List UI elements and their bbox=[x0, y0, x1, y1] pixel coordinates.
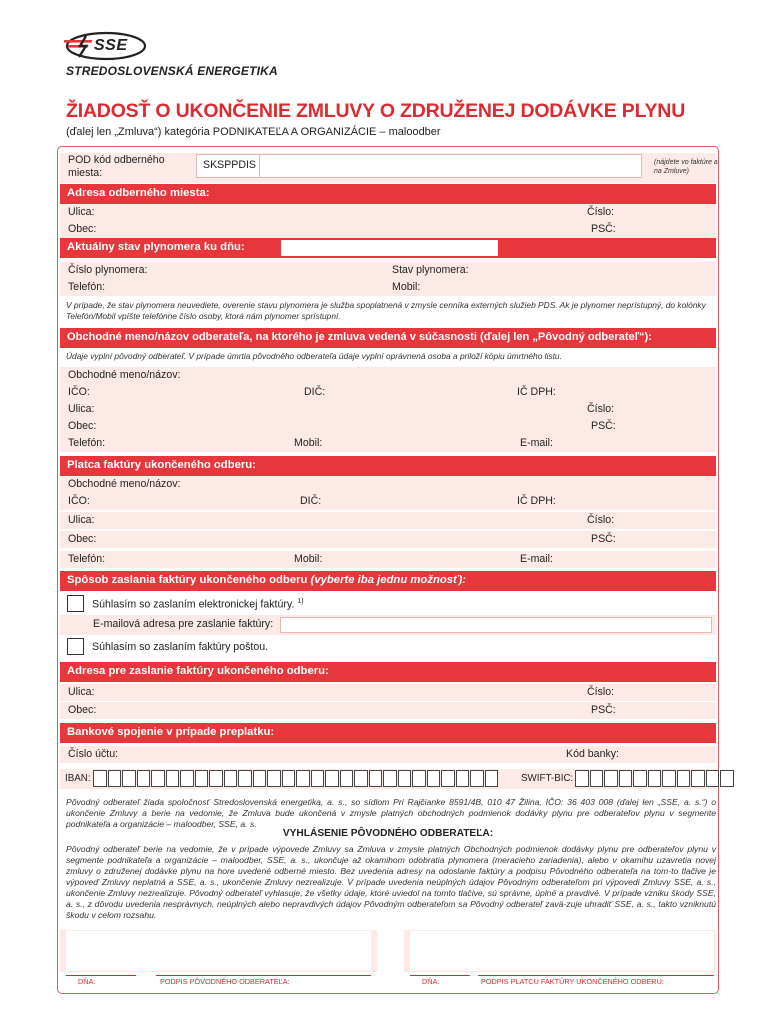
payer-mobile-label: Mobil: bbox=[294, 553, 323, 565]
bank-code-label: Kód banky: bbox=[566, 748, 620, 760]
pod-input[interactable] bbox=[196, 154, 642, 178]
legal-intro: Pôvodný odberateľ žiada spoločnosť Stredoslovenská energetika, a. s., so sídlom Pri Rajčianke 8591/4B, 010 47 Žilina, IČO: 36 403 008 (ďalej len „SSE, a. s.“) o ukončenie Zmluvy a berie na vedomie, že Zmluva bude ukončená v zmysle platných obchodných podmienok dodávky plynu pre odberateľov plynu v segmente podnikateľa a organizácie – maloodber, SSE, a. s. bbox=[66, 797, 716, 829]
payer-obec-label: Obec: bbox=[68, 533, 97, 545]
invoice-ulica-row[interactable] bbox=[60, 684, 716, 701]
declaration-title: VYHLÁSENIE PÔVODNÉHO ODBERATEĽA: bbox=[282, 828, 494, 839]
original-ico-row[interactable] bbox=[60, 384, 716, 401]
original-obec-label: Obec: bbox=[68, 420, 97, 432]
address-obec-row[interactable] bbox=[60, 221, 716, 238]
delivery-title: Spôsob zaslania faktúry ukončeného odberu bbox=[67, 574, 308, 586]
pod-divider bbox=[259, 154, 260, 178]
section-address-header: Adresa odberného miesta: bbox=[60, 184, 716, 204]
original-email-label: E-mail: bbox=[520, 437, 553, 449]
meter-mobile-label: Mobil: bbox=[392, 281, 421, 293]
pod-prefix: SKSPPDIS bbox=[203, 159, 256, 171]
sign-line-2 bbox=[478, 975, 714, 976]
payer-dic-label: DIČ: bbox=[300, 495, 322, 507]
email-address-input[interactable] bbox=[280, 617, 712, 633]
payer-icdph-label: IČ DPH: bbox=[517, 495, 556, 507]
date-line-2 bbox=[410, 975, 470, 976]
invoice-cislo-label: Číslo: bbox=[587, 686, 615, 698]
section-delivery-header bbox=[60, 571, 716, 591]
sse-logo bbox=[64, 30, 148, 62]
email-invoice-footnote: 1) bbox=[297, 598, 304, 605]
sign-label-payer: PODPIS PLATCU FAKTÚRY UKONČENÉHO ODBERU: bbox=[481, 977, 664, 986]
invoice-obec-label: Obec: bbox=[68, 704, 97, 716]
pod-note: (nájdete vo faktúre a na Zmluve) bbox=[654, 159, 718, 175]
post-invoice-label: Súhlasím so zaslaním faktúry poštou. bbox=[92, 641, 269, 653]
original-note: Údaje vyplní pôvodný odberateľ. V prípade úmrtia pôvodného odberateľa údaje vyplní oprávnená osoba a priloží kópiu úmrtného listu. bbox=[66, 351, 562, 361]
sign-label-original: PODPIS PÔVODNÉHO ODBERATEĽA: bbox=[160, 977, 290, 986]
address-cislo-label: Číslo: bbox=[587, 206, 615, 218]
invoice-psc-label: PSČ: bbox=[591, 704, 616, 716]
payer-obec-row[interactable] bbox=[60, 531, 716, 548]
payer-ico-row[interactable] bbox=[60, 493, 716, 510]
email-invoice-checkbox[interactable] bbox=[67, 595, 84, 612]
declaration-text: Pôvodný odberateľ berie na vedomie, že v prípade výpovede Zmluvy sa Zmluva v zmysle platných Obchodných podmienok dodávky plynu pre odberateľov plynu v segmente podnikateľa a organizácie – maloodber, SSE, a. s., ukončuje až okamihom odobratia plynomera (meracieho zariadenia), alebo v okamihu uzavretia novej zmluvy o združenej dodávke plynu na hore uvedené odberné miesto. Bez uvedenia adresy na odoslanie faktúry a podpisu Pôvodného odberateľa na tom-to tlačive je výpoveď Zmluvy neplatná a SSE, a. s., ukončenie Zmluvy nezrealizuje. V prípade uvedenia neúplných údajov Pôvodným odberateľom pri výpovedi Zmluvy SSE, a. s., ukončenie Zmluvy nezrealizuje. Pôvodný odberateľ vyhlasuje, že všetky údaje, ktoré uviedol na tomto tlačive, sú správne, úplné a pravdivé. V prípade vzniku škody SSE, a. s., z dôvodu uvedenia nesprávnych, neúplných alebo nepravdivých údajov Pôvodným odberateľom sa Pôvodný odberateľ zavä-zuje uhradiť SSE, a. s., takto vzniknutú škodu v celom rozsahu. bbox=[66, 844, 716, 920]
original-cislo-label: Číslo: bbox=[587, 403, 615, 415]
meter-note: V prípade, že stav plynomera neuvediete, overenie stavu plynomera je služba spoplatnená v zmysle cenníka externých služieb PDS. Ak je plynomer neprístupný, do kolónky Telefón/Mobil vpíšte telefónne číslo osoby, ktorá nám plynomer sprístupní. bbox=[66, 300, 706, 322]
meter-state-label: Stav plynomera: bbox=[392, 264, 469, 276]
original-icdph-label: IČ DPH: bbox=[517, 386, 556, 398]
payer-phone-label: Telefón: bbox=[68, 553, 106, 565]
address-ulica-row[interactable] bbox=[60, 204, 716, 221]
payer-ulica-label: Ulica: bbox=[68, 514, 95, 526]
original-phone-label: Telefón: bbox=[68, 437, 106, 449]
payer-cislo-label: Číslo: bbox=[587, 514, 615, 526]
page-title: ŽIADOSŤ O UKONČENIE ZMLUVY O ZDRUŽENEJ DODÁVKE PLYNU bbox=[66, 100, 686, 122]
swift-label: SWIFT-BIC: bbox=[521, 773, 574, 784]
original-obec-row[interactable] bbox=[60, 418, 716, 435]
payer-ulica-row[interactable] bbox=[60, 512, 716, 529]
original-phone-row[interactable] bbox=[60, 435, 716, 452]
invoice-obec-row[interactable] bbox=[60, 702, 716, 719]
bank-account-label: Číslo účtu: bbox=[68, 748, 119, 760]
section-meter-header: Aktuálny stav plynomera ku dňu: bbox=[60, 238, 716, 258]
sign-line-1 bbox=[156, 975, 371, 976]
address-psc-label: PSČ: bbox=[591, 223, 616, 235]
email-invoice-label bbox=[92, 598, 304, 611]
signature-original-input[interactable] bbox=[66, 931, 371, 971]
original-ulica-row[interactable] bbox=[60, 401, 716, 418]
date-label-1: DŇA: bbox=[78, 977, 96, 986]
address-ulica-label: Ulica: bbox=[68, 206, 95, 218]
page-subtitle: (ďalej len „Zmluva“) kategória PODNIKATEĽA A ORGANIZÁCIE – maloodber bbox=[66, 126, 441, 138]
payer-psc-label: PSČ: bbox=[591, 533, 616, 545]
date-label-2: DŇA: bbox=[422, 977, 440, 986]
company-name: STREDOSLOVENSKÁ ENERGETIKA bbox=[66, 64, 278, 78]
payer-name-label: Obchodné meno/názov: bbox=[68, 478, 181, 490]
email-address-label: E-mailová adresa pre zaslanie faktúry: bbox=[93, 618, 274, 630]
meter-phone-row[interactable] bbox=[60, 279, 716, 296]
section-original-header: Obchodné meno/názov odberateľa, na ktorého je zmluva vedená v súčasnosti (ďalej len „Pôvodný odberateľ“): bbox=[60, 328, 716, 348]
payer-email-label: E-mail: bbox=[520, 553, 553, 565]
payer-ico-label: IČO: bbox=[68, 495, 90, 507]
meter-phone-label: Telefón: bbox=[68, 281, 106, 293]
date-line-1 bbox=[66, 975, 136, 976]
logo-text: SSE bbox=[94, 37, 128, 54]
original-ulica-label: Ulica: bbox=[68, 403, 95, 415]
meter-date-input[interactable] bbox=[281, 240, 498, 256]
section-payer-header: Platca faktúry ukončeného odberu: bbox=[60, 456, 716, 476]
swift-cells[interactable] bbox=[575, 770, 735, 787]
original-mobile-label: Mobil: bbox=[294, 437, 323, 449]
original-name-label: Obchodné meno/názov: bbox=[68, 369, 181, 381]
meter-number-label: Číslo plynomera: bbox=[68, 264, 148, 276]
delivery-hint: (vyberte iba jednu možnosť): bbox=[310, 574, 466, 586]
section-bank-header: Bankové spojenie v prípade preplatku: bbox=[60, 723, 716, 743]
pod-label: POD kód odberného miesta: bbox=[68, 154, 165, 179]
post-invoice-checkbox[interactable] bbox=[67, 638, 84, 655]
original-dic-label: DIČ: bbox=[304, 386, 326, 398]
original-ico-label: IČO: bbox=[68, 386, 90, 398]
address-obec-label: Obec: bbox=[68, 223, 97, 235]
signature-payer-input[interactable] bbox=[410, 931, 714, 971]
iban-cells[interactable] bbox=[93, 770, 499, 787]
original-psc-label: PSČ: bbox=[591, 420, 616, 432]
iban-label: IBAN: bbox=[65, 773, 91, 784]
payer-phone-row[interactable] bbox=[60, 551, 716, 568]
section-invoice-address-header: Adresa pre zaslanie faktúry ukončeného odberu: bbox=[60, 662, 716, 682]
invoice-ulica-label: Ulica: bbox=[68, 686, 95, 698]
meter-number-row[interactable] bbox=[60, 262, 716, 279]
email-invoice-text: Súhlasím so zaslaním elektronickej faktúry. bbox=[92, 598, 295, 611]
